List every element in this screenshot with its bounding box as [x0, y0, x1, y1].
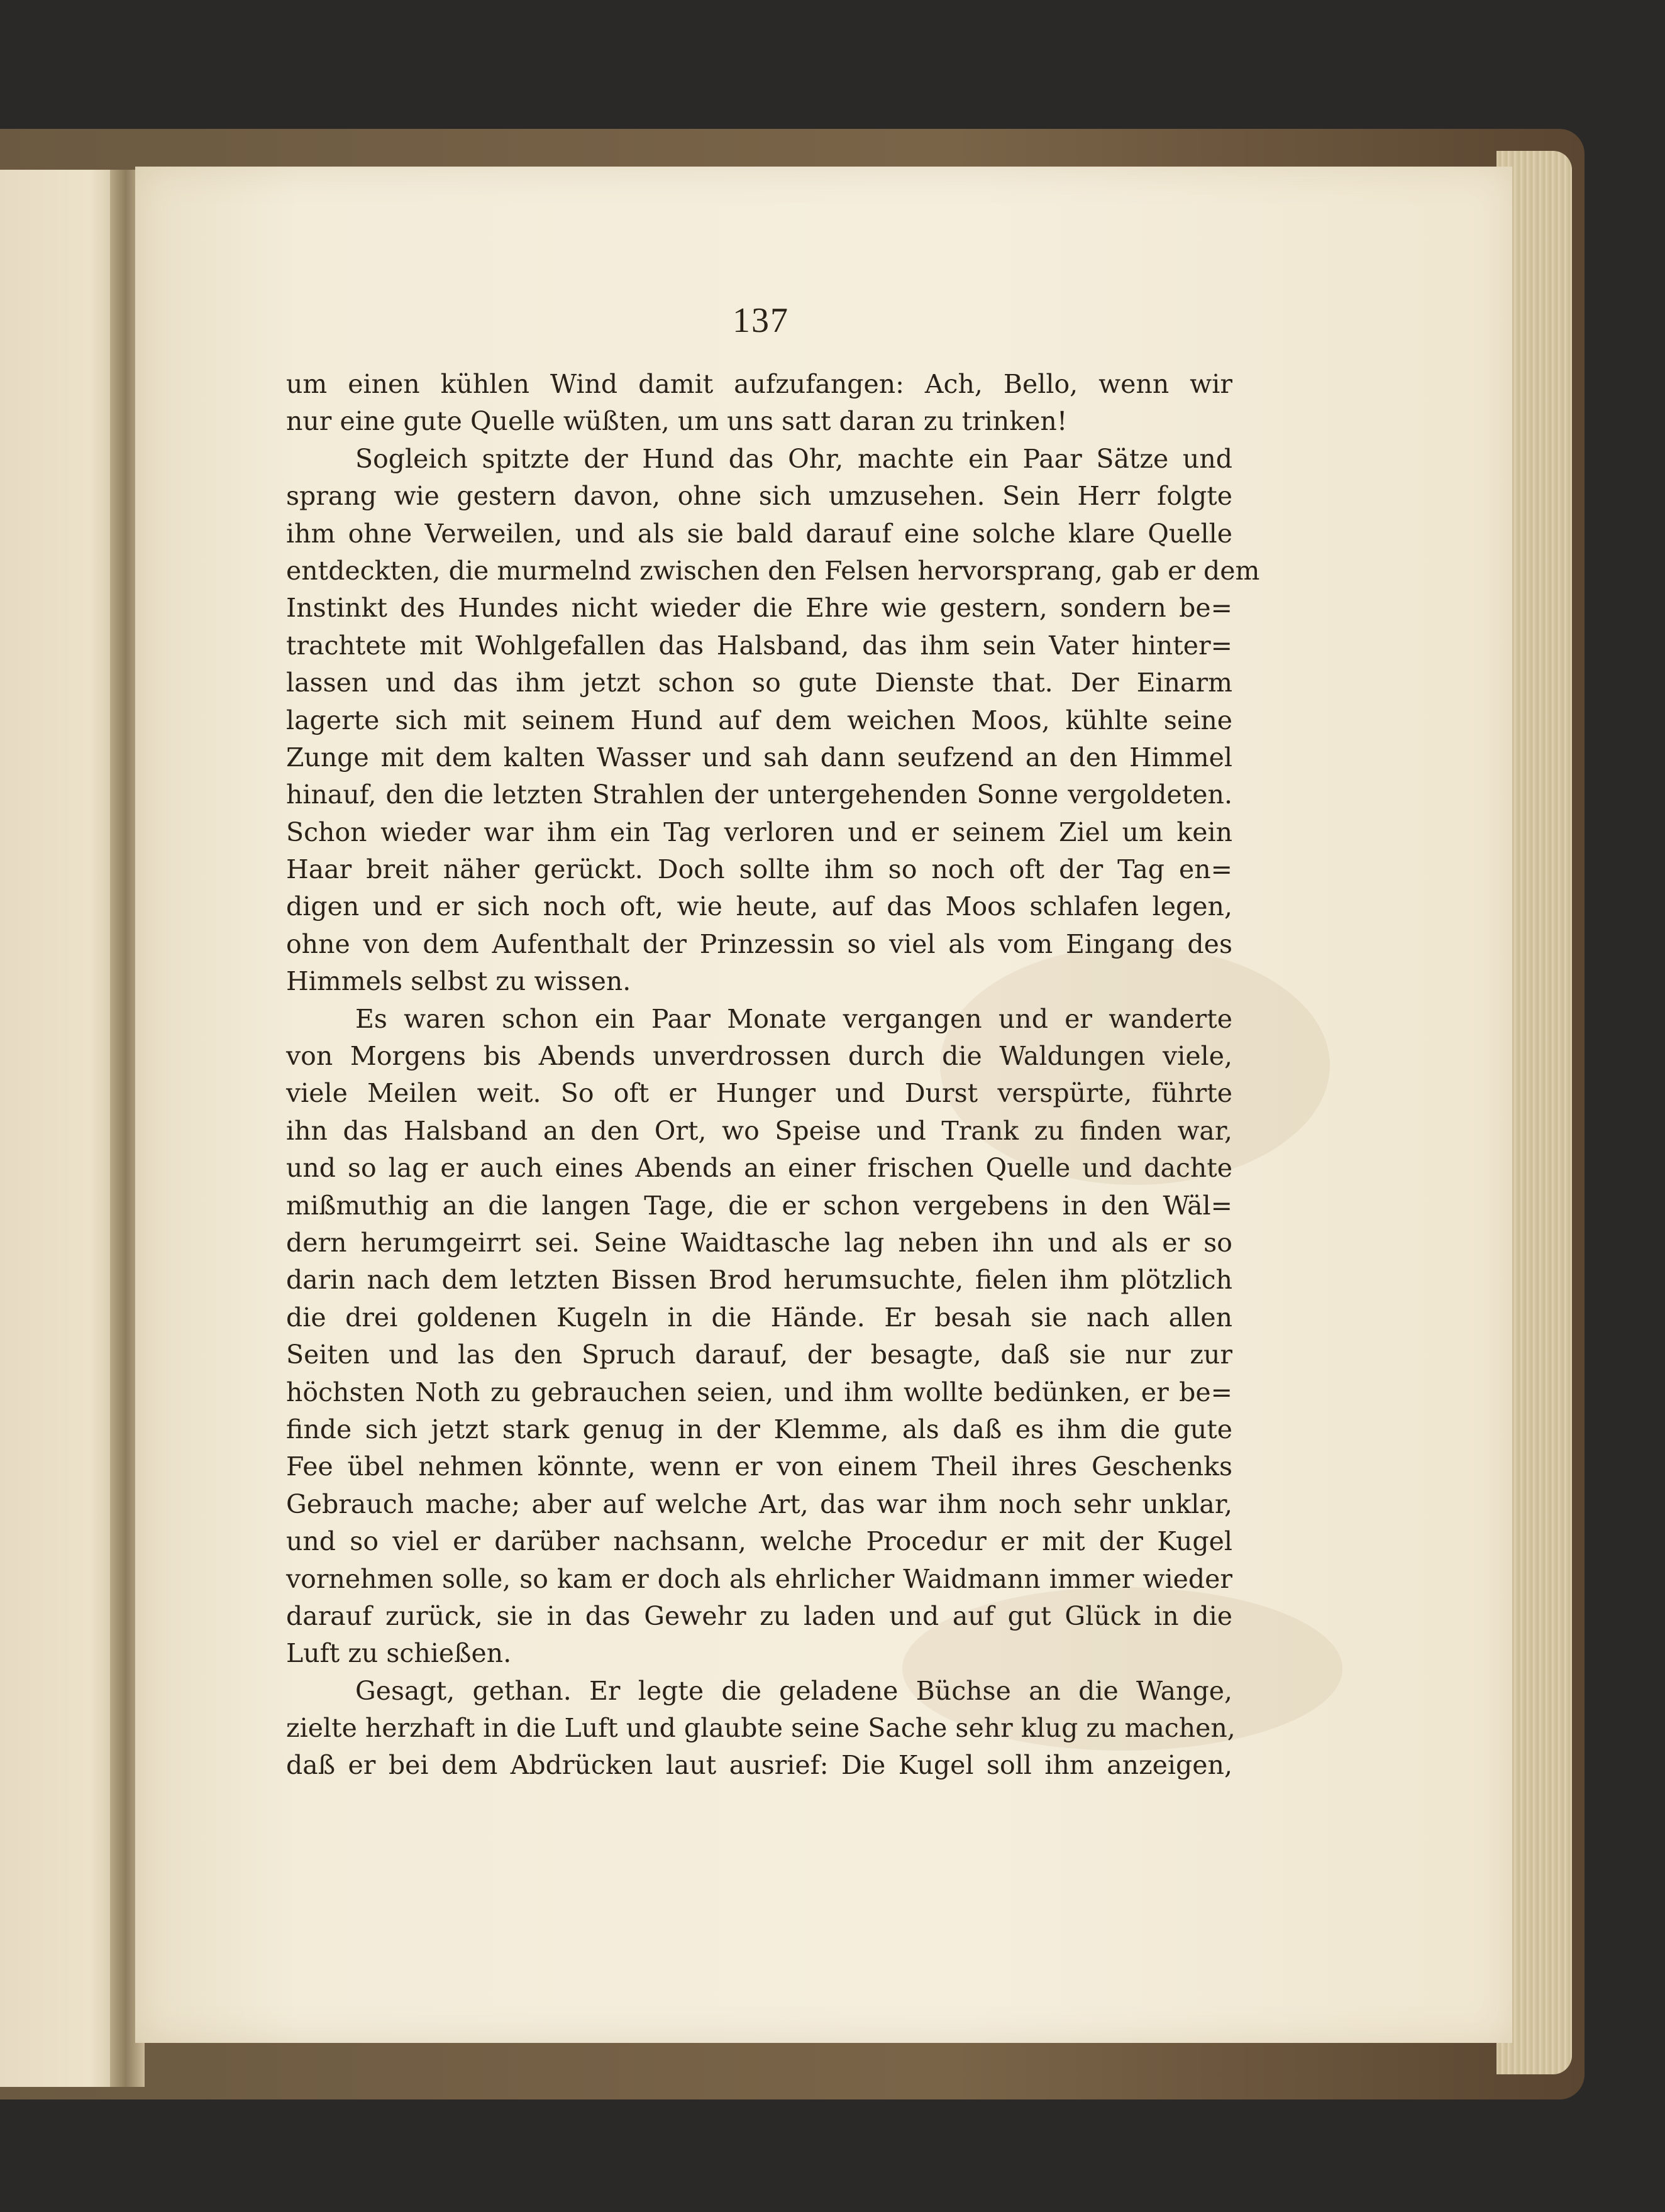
text-line: ohne von dem Aufenthalt der Prinzessin so viel als vom Eingang des: [286, 928, 1232, 959]
text-line: und so lag er auch eines Abends an einer frischen Quelle und dachte: [286, 1153, 1232, 1184]
text-line: zielte herzhaft in die Luft und glaubte seine Sache sehr klug zu machen,: [286, 1713, 1236, 1744]
text-line: Instinkt des Hundes nicht wieder die Ehre wie gestern, sondern be=: [286, 593, 1232, 624]
text-line: Himmels selbst zu wissen.: [286, 966, 631, 997]
text-line: hinauf, den die letzten Strahlen der untergehenden Sonne vergoldeten.: [286, 779, 1232, 810]
text-line: Zunge mit dem kalten Wasser und sah dann seufzend an den Himmel: [286, 742, 1232, 773]
text-line: lassen und das ihm jetzt schon so gute Dienste that. Der Einarm: [286, 668, 1232, 698]
text-line: viele Meilen weit. So oft er Hunger und Durst verspürte, führte: [286, 1078, 1232, 1109]
text-line: um einen kühlen Wind damit aufzufangen: Ach, Bello, wenn wir: [286, 369, 1232, 399]
text-line: höchsten Noth zu gebrauchen seien, und ihm wollte bedünken, er be=: [286, 1377, 1232, 1407]
text-line: darauf zurück, sie in das Gewehr zu laden und auf gut Glück in die: [286, 1600, 1232, 1631]
text-line: Fee übel nehmen könnte, wenn er von einem Theil ihres Geschenks: [286, 1451, 1232, 1482]
text-line: Seiten und las den Spruch darauf, der besagte, daß sie nur zur: [286, 1340, 1232, 1370]
text-line: Gebrauch mache; aber auf welche Art, das war ihm noch sehr unklar,: [286, 1488, 1232, 1519]
text-line: daß er bei dem Abdrücken laut ausrief: Die Kugel soll ihm anzeigen,: [286, 1750, 1232, 1781]
text-line: von Morgens bis Abends unverdrossen durch die Waldungen viele,: [286, 1041, 1232, 1072]
text-line: ihn das Halsband an den Ort, wo Speise und Trank zu finden war,: [286, 1115, 1232, 1146]
text-line: Sogleich spitzte der Hund das Ohr, machte ein Paar Sätze und: [355, 443, 1232, 474]
page-number: 137: [733, 301, 789, 340]
text-line: entdeckten, die murmelnd zwischen den Felsen hervorsprang, gab er dem: [286, 555, 1260, 586]
text-line: Luft zu schießen.: [286, 1638, 512, 1669]
text-line: darin nach dem letzten Bissen Brod herumsuchte, fielen ihm plötzlich: [286, 1265, 1232, 1296]
text-line: lagerte sich mit seinem Hund auf dem weichen Moos, kühlte seine: [286, 705, 1232, 735]
text-line: mißmuthig an die langen Tage, die er schon vergebens in den Wäl=: [286, 1190, 1232, 1221]
text-line: digen und er sich noch oft, wie heute, auf das Moos schlafen legen,: [286, 891, 1232, 922]
body-text: [286, 366, 1260, 1785]
text-line: Haar breit näher gerückt. Doch sollte ihm so noch oft der Tag en=: [286, 854, 1232, 885]
text-line: und so viel er darüber nachsann, welche Procedur er mit der Kugel: [286, 1526, 1232, 1557]
text-line: dern herumgeirrt sei. Seine Waidtasche lag neben ihn und als er so: [286, 1227, 1232, 1258]
text-line: finde sich jetzt stark genug in der Klemme, als daß es ihm die gute: [286, 1414, 1232, 1444]
text-line: vornehmen solle, so kam er doch als ehrlicher Waidmann immer wieder: [286, 1563, 1232, 1594]
text-line: die drei goldenen Kugeln in die Hände. Er besah sie nach allen: [286, 1302, 1232, 1333]
text-line: nur eine gute Quelle wüßten, um uns satt daran zu trinken!: [286, 406, 1068, 437]
text-line: trachtete mit Wohlgefallen das Halsband, das ihm sein Vater hinter=: [286, 630, 1232, 661]
text-line: Schon wieder war ihm ein Tag verloren und er seinem Ziel um kein: [286, 817, 1232, 847]
text-line: Gesagt, gethan. Er legte die geladene Büchse an die Wange,: [355, 1675, 1232, 1706]
text-line: Es waren schon ein Paar Monate vergangen und er wanderte: [355, 1003, 1232, 1034]
text-line: sprang wie gestern davon, ohne sich umzusehen. Sein Herr folgte: [286, 481, 1232, 512]
text-line: ihm ohne Verweilen, und als sie bald darauf eine solche klare Quelle: [286, 518, 1232, 549]
